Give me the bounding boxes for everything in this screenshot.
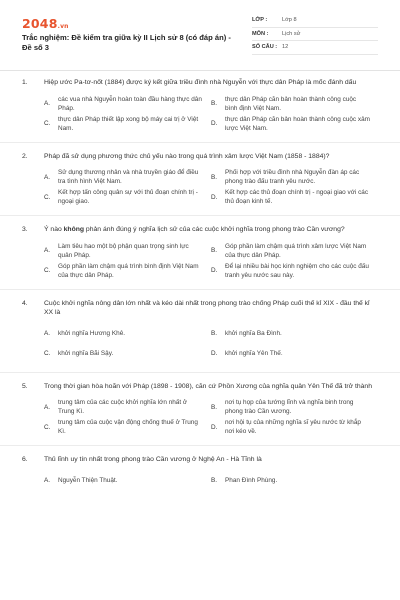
option-d[interactable] (211, 261, 378, 281)
option-text: khởi nghĩa Bãi Sậy. (58, 350, 114, 357)
option-text: thực dân Pháp thiết lập xong bộ máy cai trị ở Việt Nam. (58, 115, 199, 132)
meta-row-subject (252, 28, 378, 42)
answer-options (44, 471, 378, 491)
answer-options (44, 94, 378, 134)
option-c[interactable] (44, 114, 211, 134)
option-letter: B. (211, 403, 218, 411)
option-letter: C. (44, 267, 51, 274)
question-number: 3. (22, 226, 28, 233)
option-row (44, 167, 378, 187)
question-divider (0, 215, 400, 216)
option-text: khởi nghĩa Hương Khê. (58, 330, 126, 337)
option-text: Để lại nhiều bài học kinh nghiệm cho các cuộc đấu tranh yêu nước sau này. (225, 262, 369, 279)
meta-value: Lịch sử (282, 30, 301, 37)
question-text-after: phản ánh đúng ý nghĩa lịch sử của các cuộc khởi nghĩa trong phong trào Cần vương? (84, 226, 345, 233)
option-d[interactable] (211, 344, 378, 364)
question-text-before: Thủ lĩnh uy tín nhất trong phong trào Cần vương ở Nghệ An - Hà Tĩnh là (44, 456, 262, 463)
question-text-bold: không (63, 226, 85, 233)
meta-key: LỚP : (252, 17, 268, 23)
option-a[interactable] (44, 397, 211, 417)
option-b[interactable] (211, 167, 378, 187)
option-text: khởi nghĩa Yên Thế. (225, 350, 283, 357)
option-c[interactable] (44, 344, 211, 364)
option-letter: A. (44, 173, 51, 181)
question-number: 2. (22, 152, 28, 160)
option-letter: C. (44, 423, 51, 431)
question-list (22, 78, 378, 491)
option-c[interactable] (44, 417, 211, 437)
meta-value: 12 (282, 44, 289, 50)
option-a[interactable] (44, 241, 211, 261)
site-logo[interactable] (22, 16, 69, 31)
option-row (44, 114, 378, 134)
option-text: Phan Đình Phùng. (225, 477, 278, 484)
question-number: 4. (22, 299, 28, 307)
option-text: trung tâm của cuộc vận động chống thuế ở Trung Kì. (58, 419, 198, 435)
option-c[interactable] (44, 261, 211, 281)
option-letter: D. (211, 120, 218, 127)
question-text (22, 225, 378, 235)
question-number: 1. (22, 79, 28, 86)
question-6 (22, 455, 378, 491)
question-text (22, 382, 378, 392)
option-letter: D. (211, 267, 218, 274)
option-letter: D. (211, 350, 218, 357)
question-5 (22, 382, 378, 438)
question-3 (22, 225, 378, 281)
option-letter: A. (44, 330, 51, 337)
question-2 (22, 152, 378, 208)
option-row (44, 324, 378, 344)
option-row (44, 241, 378, 261)
option-letter: B. (211, 100, 218, 107)
answer-options (44, 167, 378, 207)
option-text: khởi nghĩa Ba Đình. (225, 330, 282, 337)
option-text: Nguyễn Thiện Thuật. (58, 477, 118, 484)
question-text-before: Pháp đã sử dụng phương thức chủ yếu nào trong quá trình xâm lược Việt Nam (1858 - 1884)? (44, 152, 330, 160)
option-c[interactable] (44, 187, 211, 207)
option-row (44, 344, 378, 364)
meta-key: MÔN : (252, 30, 269, 37)
meta-value: Lớp 8 (282, 17, 297, 23)
option-text: Góp phần làm chậm quá trình xâm lược Việt Nam của thực dân Pháp. (225, 242, 367, 259)
option-letter: A. (44, 247, 51, 254)
option-row (44, 187, 378, 207)
logo-main: 2048 (22, 16, 58, 31)
option-letter: A. (44, 477, 51, 484)
option-row (44, 94, 378, 114)
option-d[interactable] (211, 187, 378, 207)
question-number: 6. (22, 456, 28, 463)
answer-options (44, 324, 378, 364)
question-divider (0, 142, 400, 143)
header-divider (0, 70, 400, 71)
option-a[interactable] (44, 324, 211, 344)
option-row (44, 397, 378, 417)
option-text: Sử dụng thương nhân và nhà truyền giáo để điều tra tình hình Việt Nam. (58, 169, 199, 185)
question-4 (22, 299, 378, 364)
option-letter: B. (211, 477, 218, 484)
option-b[interactable] (211, 471, 378, 491)
option-text: Làm tiêu hao một bộ phận quan trọng sinh lực quân Pháp. (58, 242, 189, 259)
question-text-before: Cuộc khởi nghĩa nông dân lớn nhất và kéo dài nhất trong phong trào chống Pháp cuối thế kỉ XIX - đầu thế kỉ XX là (44, 299, 370, 316)
option-letter: B. (211, 173, 218, 181)
option-d[interactable] (211, 417, 378, 437)
option-text: Kết hợp các thủ đoạn chính trị - ngoại giao với các thủ đoạn kinh tế. (225, 189, 369, 205)
question-text (22, 455, 378, 465)
option-letter: A. (44, 403, 51, 411)
option-text: trung tâm của các cuộc khởi nghĩa lớn nhất ở Trung Kì. (58, 399, 188, 415)
logo-tld: .vn (57, 23, 69, 30)
question-divider (0, 289, 400, 290)
question-text-before: Ý nào (44, 226, 64, 233)
option-a[interactable] (44, 94, 211, 114)
option-letter: B. (211, 247, 218, 254)
option-text: các vua nhà Nguyễn hoàn toàn đầu hàng thực dân Pháp. (58, 95, 202, 112)
meta-table (252, 14, 378, 55)
page-header (22, 14, 378, 64)
option-a[interactable] (44, 167, 211, 187)
question-text-before: Hiệp ước Pa-tơ-nốt (1884) được ký kết giữa triều đình nhà Nguyễn với thực dân Pháp là mốc đánh dấu (44, 79, 357, 86)
option-letter: A. (44, 100, 51, 107)
question-divider (0, 445, 400, 446)
option-text: nơi tụ họp của tướng lĩnh và nghĩa binh trong phong trào Cần vương. (225, 399, 354, 415)
question-text (22, 299, 378, 318)
option-letter: C. (44, 193, 51, 201)
option-letter: D. (211, 423, 218, 431)
question-text-before: Trong thời gian hòa hoãn với Pháp (1898 - 1908), căn cứ Phồn Xương của nghĩa quân Yên Thế đã trở thành (44, 382, 372, 390)
option-text: Góp phần làm chậm quá trình bình định Việt Nam của thực dân Pháp. (58, 262, 199, 279)
meta-key: SỐ CÂU : (252, 44, 278, 50)
option-row (44, 417, 378, 437)
option-letter: C. (44, 350, 51, 357)
question-text (22, 152, 378, 162)
option-text: thực dân Pháp căn bản hoàn thành công cuộc bình định Việt Nam. (225, 95, 357, 112)
question-divider (0, 372, 400, 373)
option-letter: D. (211, 193, 218, 201)
option-text: Phối hợp với triều đình nhà Nguyễn đàn áp các phong trào đấu tranh yêu nước. (225, 169, 360, 185)
option-b[interactable] (211, 241, 378, 261)
question-text (22, 78, 378, 88)
option-d[interactable] (211, 114, 378, 134)
answer-options (44, 241, 378, 281)
option-row (44, 261, 378, 281)
option-row (44, 471, 378, 491)
question-1 (22, 78, 378, 134)
answer-options (44, 397, 378, 437)
option-b[interactable] (211, 94, 378, 114)
option-text: Kết hợp tấn công quân sự với thủ đoạn chính trị - ngoại giao. (58, 189, 198, 205)
option-letter: B. (211, 330, 218, 337)
option-a[interactable] (44, 471, 211, 491)
option-text: thực dân Pháp căn bản hoàn thành công cuộc xâm lược Việt Nam. (225, 115, 370, 132)
meta-row-count (252, 41, 378, 55)
option-letter: C. (44, 120, 51, 127)
option-text: nơi hội tụ của những nghĩa sĩ yêu nước từ khắp nơi kéo về. (225, 419, 361, 435)
option-b[interactable] (211, 324, 378, 344)
meta-row-class (252, 14, 378, 28)
page-title: Trắc nghiệm: Đề kiểm tra giữa kỳ II Lịch sử 8 (có đáp án) - Đề số 3 (22, 33, 231, 52)
question-number: 5. (22, 382, 28, 390)
option-b[interactable] (211, 397, 378, 417)
